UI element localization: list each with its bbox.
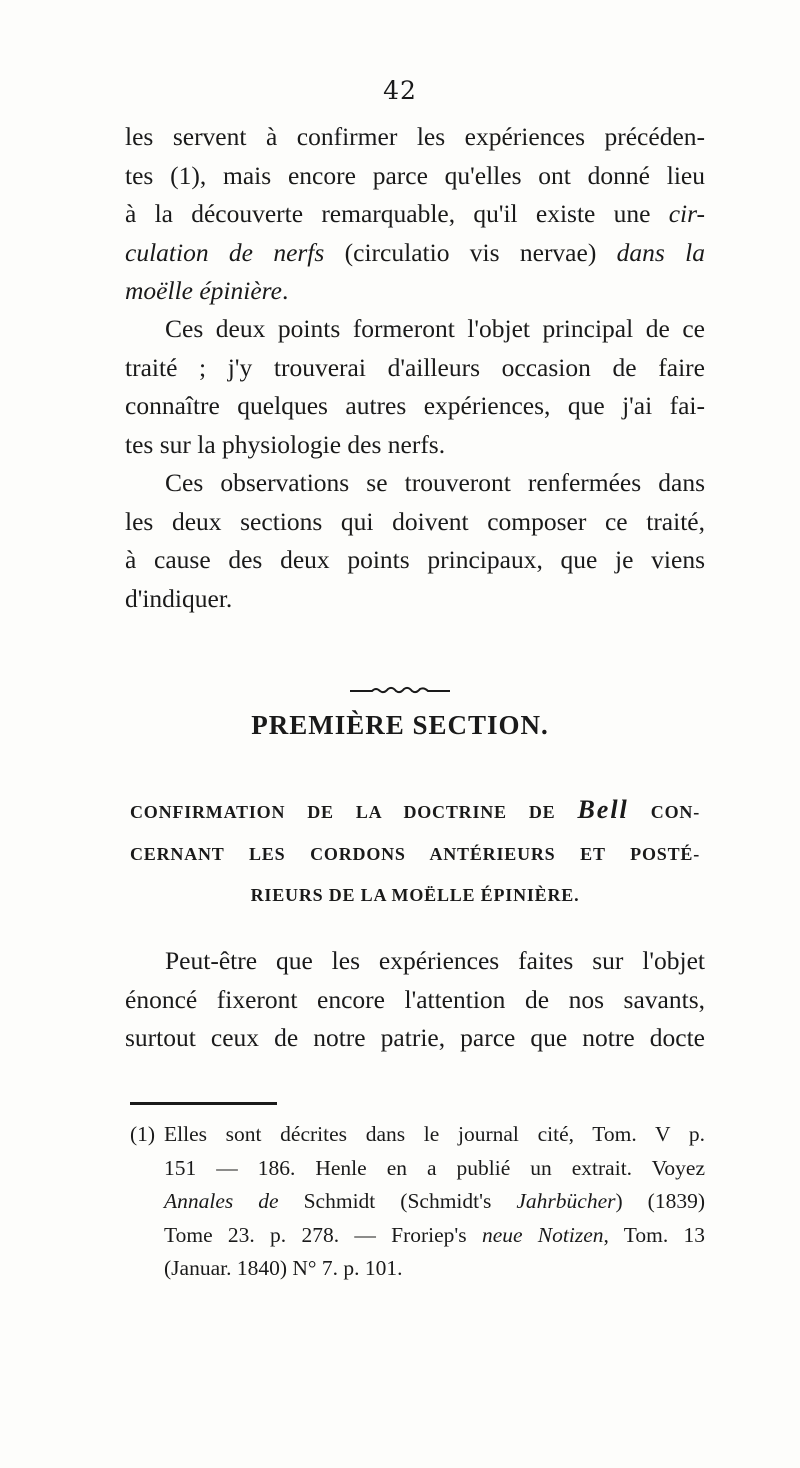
page-number: 42 xyxy=(383,76,417,105)
text-line: moëlle épinière. xyxy=(125,276,289,305)
paragraph-1 xyxy=(125,118,705,311)
text-line: à la découverte remarquable, qu'il existe une cir- xyxy=(125,199,705,228)
footnote-marker: (1) xyxy=(130,1122,156,1146)
footnote-line: (1) Elles sont décrites dans le journal cité, Tom. V p. xyxy=(130,1118,705,1152)
text-line: surtout ceux de notre patrie, parce que notre docte xyxy=(125,1023,705,1052)
section-subtitle xyxy=(130,789,700,917)
text-line: les deux sections qui doivent composer ce traité, xyxy=(125,506,705,536)
text-line: à cause des deux points principaux, que je viens xyxy=(125,545,705,574)
footnote-rule xyxy=(130,1102,277,1105)
text-line: les servent à confirmer les expériences précéden- xyxy=(125,122,705,151)
ornament-divider xyxy=(350,686,450,694)
footnote-line: Annales de Schmidt (Schmidt's Jahrbücher) (1839) xyxy=(164,1189,705,1213)
author-name: Bell xyxy=(577,795,629,824)
text-line: énoncé fixeront encore l'attention de nos savants, xyxy=(125,984,705,1014)
paragraph-2 xyxy=(125,310,705,464)
text-line: Ces deux points formeront l'objet principal de ce xyxy=(165,314,705,343)
text-line: culation de nerfs (circulatio vis nervae) dans la xyxy=(125,237,706,267)
text-line: tes sur la physiologie des nerfs. xyxy=(125,429,446,459)
paragraph-3 xyxy=(125,464,705,618)
footnote xyxy=(130,1118,705,1286)
footnote-line: 151 — 186. Henle en a publié un extrait. Voyez xyxy=(164,1155,705,1180)
text-line: connaître quelques autres expériences, que j'ai fai- xyxy=(125,391,705,420)
text-line: Peut-être que les expériences faites sur l'objet xyxy=(165,946,705,975)
subtitle-line: CONFIRMATION DE LA DOCTRINE DE Bell CON- xyxy=(130,795,700,824)
subtitle-line: CERNANT LES CORDONS ANTÉRIEURS ET POSTÉ- xyxy=(130,843,700,864)
text-line: Ces observations se trouveront renfermées dans xyxy=(165,468,705,497)
paragraph-4 xyxy=(125,942,705,1058)
text-line: tes (1), mais encore parce qu'elles ont donné lieu xyxy=(125,160,705,190)
footnote-line: Tome 23. p. 278. — Froriep's neue Notizen, Tom. 13 xyxy=(164,1222,706,1247)
text-line: d'indiquer. xyxy=(125,583,233,613)
subtitle-line: RIEURS DE LA MOËLLE ÉPINIÈRE. xyxy=(250,885,580,905)
text-line: traité ; j'y trouverai d'ailleurs occasion de faire xyxy=(125,352,705,382)
footnote-line: (Januar. 1840) N° 7. p. 101. xyxy=(164,1256,403,1280)
section-title: PREMIÈRE SECTION. xyxy=(251,710,549,740)
